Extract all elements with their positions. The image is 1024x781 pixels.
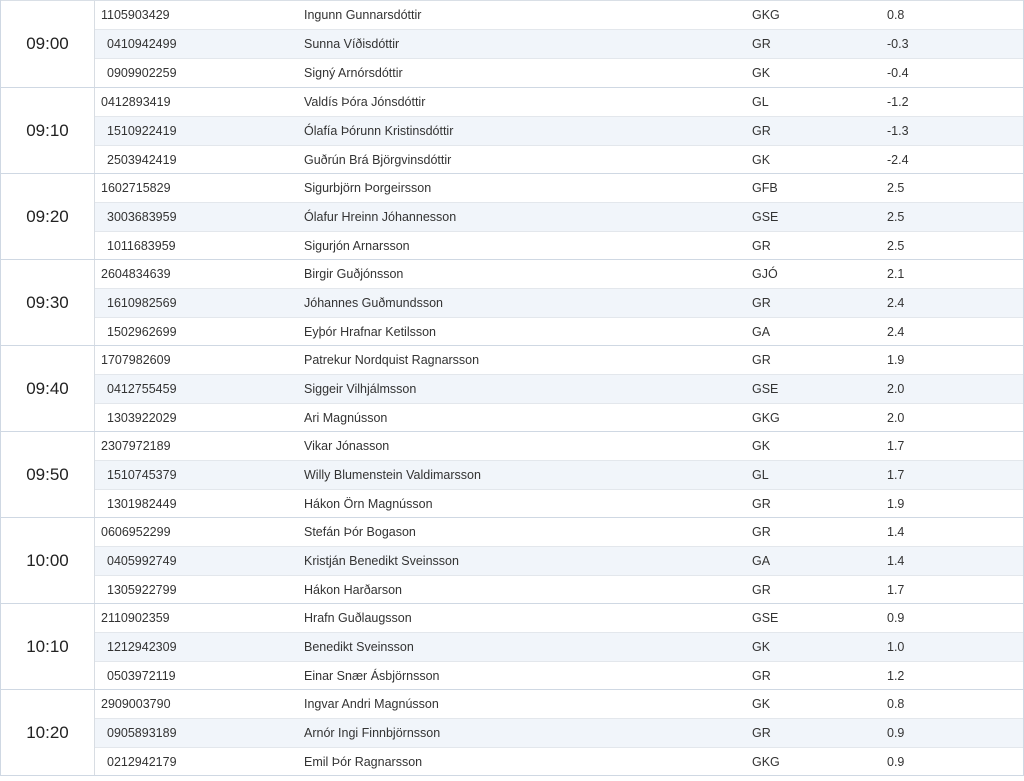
player-handicap: 1.7: [887, 583, 905, 597]
tee-time-group: [1, 87, 1023, 173]
player-id: 1510922419: [107, 124, 177, 138]
player-row: [95, 490, 1023, 518]
player-handicap: 2.5: [887, 210, 905, 224]
player-handicap: 2.1: [887, 267, 905, 281]
player-id: 2909003790: [101, 697, 171, 711]
player-row: [95, 375, 1023, 404]
player-row: [95, 1, 1023, 30]
tee-time: 10:00: [1, 518, 95, 603]
player-name: Ólafía Þórunn Kristinsdóttir: [304, 124, 454, 138]
player-handicap: 1.9: [887, 353, 905, 367]
player-club: GKG: [752, 755, 780, 769]
tee-time-group: [1, 689, 1023, 775]
player-club: GJÓ: [752, 267, 778, 281]
player-club: GK: [752, 640, 771, 654]
player-id: 3003683959: [107, 210, 177, 224]
player-row: [95, 576, 1023, 604]
player-name: Sigurjón Arnarsson: [304, 239, 410, 253]
tee-time: 09:00: [1, 1, 95, 87]
player-club: GL: [752, 95, 769, 109]
player-name: Ingunn Gunnarsdóttir: [304, 8, 422, 22]
group-players: [95, 346, 1023, 431]
player-handicap: -0.4: [887, 66, 909, 80]
player-id: 1105903429: [101, 8, 170, 22]
player-row: [95, 117, 1023, 146]
player-id: 1510745379: [107, 468, 177, 482]
tee-time-group: [1, 517, 1023, 603]
player-name: Siggeir Vilhjálmsson: [304, 382, 417, 396]
player-handicap: 0.9: [887, 755, 905, 769]
tee-time-group: [1, 173, 1023, 259]
group-players: [95, 690, 1023, 775]
group-players: [95, 260, 1023, 345]
tee-time-group: [1, 0, 1023, 87]
tee-time-group: [1, 431, 1023, 517]
player-handicap: 1.0: [887, 640, 905, 654]
player-name: Sunna Víðisdóttir: [304, 37, 400, 51]
player-handicap: 2.5: [887, 181, 905, 195]
player-name: Sigurbjörn Þorgeirsson: [304, 181, 432, 195]
player-row: [95, 461, 1023, 490]
player-id: 0909902259: [107, 66, 177, 80]
player-handicap: 0.9: [887, 726, 905, 740]
player-id: 0503972119: [107, 669, 176, 683]
player-id: 0606952299: [101, 525, 171, 539]
player-club: GR: [752, 497, 771, 511]
player-row: [95, 432, 1023, 461]
player-name: Jóhannes Guðmundsson: [304, 296, 443, 310]
player-row: [95, 203, 1023, 232]
tee-time-group: [1, 259, 1023, 345]
player-id: 0905893189: [107, 726, 177, 740]
player-club: GR: [752, 37, 771, 51]
group-players: [95, 432, 1023, 517]
player-club: GSE: [752, 611, 779, 625]
player-name: Stefán Þór Bogason: [304, 525, 416, 539]
player-name: Arnór Ingi Finnbjörnsson: [304, 726, 441, 740]
player-handicap: 1.7: [887, 439, 905, 453]
player-club: GR: [752, 525, 771, 539]
player-handicap: 2.0: [887, 411, 905, 425]
player-club: GR: [752, 239, 771, 253]
player-id: 1305922799: [107, 583, 177, 597]
player-club: GA: [752, 325, 771, 339]
tee-time: 09:30: [1, 260, 95, 345]
player-id: 2604834639: [101, 267, 171, 281]
tee-time: 09:50: [1, 432, 95, 517]
player-club: GR: [752, 583, 771, 597]
tee-time: 09:20: [1, 174, 95, 259]
player-handicap: -0.3: [887, 37, 909, 51]
player-id: 2110902359: [101, 611, 170, 625]
player-row: [95, 318, 1023, 346]
player-row: [95, 59, 1023, 87]
player-name: Ari Magnússon: [304, 411, 388, 425]
player-club: GFB: [752, 181, 778, 195]
player-row: [95, 690, 1023, 719]
player-name: Willy Blumenstein Valdimarsson: [304, 468, 481, 482]
player-handicap: 1.7: [887, 468, 905, 482]
player-row: [95, 604, 1023, 633]
group-players: [95, 604, 1023, 689]
player-id: 1610982569: [107, 296, 177, 310]
player-row: [95, 404, 1023, 432]
tee-time: 10:10: [1, 604, 95, 689]
player-club: GR: [752, 296, 771, 310]
player-handicap: 0.9: [887, 611, 905, 625]
player-club: GK: [752, 439, 771, 453]
player-handicap: 1.2: [887, 669, 905, 683]
player-id: 1011683959: [107, 239, 176, 253]
player-id: 1212942309: [107, 640, 177, 654]
player-handicap: 1.9: [887, 497, 905, 511]
player-id: 0412755459: [107, 382, 177, 396]
player-id: 0212942179: [107, 755, 177, 769]
player-club: GK: [752, 66, 771, 80]
tee-time-group: [1, 345, 1023, 431]
player-row: [95, 30, 1023, 59]
player-row: [95, 260, 1023, 289]
group-players: [95, 518, 1023, 603]
group-players: [95, 88, 1023, 173]
player-name: Kristján Benedikt Sveinsson: [304, 554, 459, 568]
player-name: Guðrún Brá Björgvinsdóttir: [304, 153, 452, 167]
player-row: [95, 174, 1023, 203]
player-id: 0412893419: [101, 95, 171, 109]
player-handicap: -1.3: [887, 124, 909, 138]
player-club: GR: [752, 353, 771, 367]
player-name: Vikar Jónasson: [304, 439, 390, 453]
player-club: GSE: [752, 210, 779, 224]
player-id: 0405992749: [107, 554, 177, 568]
player-row: [95, 518, 1023, 547]
player-id: 1502962699: [107, 325, 177, 339]
player-name: Emil Þór Ragnarsson: [304, 755, 423, 769]
player-row: [95, 547, 1023, 576]
player-name: Signý Arnórsdóttir: [304, 66, 403, 80]
player-club: GKG: [752, 411, 780, 425]
player-name: Valdís Þóra Jónsdóttir: [304, 95, 426, 109]
player-row: [95, 719, 1023, 748]
player-id: 1602715829: [101, 181, 171, 195]
group-players: [95, 174, 1023, 259]
group-players: [95, 1, 1023, 87]
player-club: GR: [752, 669, 771, 683]
player-club: GKG: [752, 8, 780, 22]
player-name: Hrafn Guðlaugsson: [304, 611, 412, 625]
player-name: Benedikt Sveinsson: [304, 640, 414, 654]
player-club: GK: [752, 697, 771, 711]
player-handicap: 2.4: [887, 325, 905, 339]
tee-time: 10:20: [1, 690, 95, 775]
player-club: GR: [752, 124, 771, 138]
player-name: Patrekur Nordquist Ragnarsson: [304, 353, 480, 367]
player-handicap: 1.4: [887, 554, 905, 568]
player-club: GR: [752, 726, 771, 740]
player-handicap: 0.8: [887, 8, 905, 22]
tee-time-group: [1, 603, 1023, 689]
player-handicap: 2.5: [887, 239, 905, 253]
player-name: Ingvar Andri Magnússon: [304, 697, 439, 711]
player-name: Birgir Guðjónsson: [304, 267, 404, 281]
player-name: Einar Snær Ásbjörnsson: [304, 669, 440, 683]
player-row: [95, 289, 1023, 318]
player-id: 2503942419: [107, 153, 177, 167]
player-name: Eyþór Hrafnar Ketilsson: [304, 325, 437, 339]
player-id: 1301982449: [107, 497, 177, 511]
player-id: 2307972189: [101, 439, 171, 453]
player-handicap: 2.0: [887, 382, 905, 396]
tee-time: 09:40: [1, 346, 95, 431]
player-club: GK: [752, 153, 771, 167]
player-handicap: 0.8: [887, 697, 905, 711]
player-handicap: -1.2: [887, 95, 909, 109]
player-club: GL: [752, 468, 769, 482]
player-handicap: -2.4: [887, 153, 909, 167]
player-id: 0410942499: [107, 37, 177, 51]
player-club: GSE: [752, 382, 779, 396]
player-handicap: 1.4: [887, 525, 905, 539]
player-name: Ólafur Hreinn Jóhannesson: [304, 210, 457, 224]
player-row: [95, 346, 1023, 375]
player-row: [95, 232, 1023, 260]
player-row: [95, 662, 1023, 690]
player-row: [95, 88, 1023, 117]
player-name: Hákon Örn Magnússon: [304, 497, 433, 511]
player-row: [95, 146, 1023, 174]
tee-time: 09:10: [1, 88, 95, 173]
player-handicap: 2.4: [887, 296, 905, 310]
player-row: [95, 748, 1023, 776]
player-row: [95, 633, 1023, 662]
player-name: Hákon Harðarson: [304, 583, 402, 597]
player-id: 1707982609: [101, 353, 171, 367]
player-id: 1303922029: [107, 411, 177, 425]
player-club: GA: [752, 554, 771, 568]
